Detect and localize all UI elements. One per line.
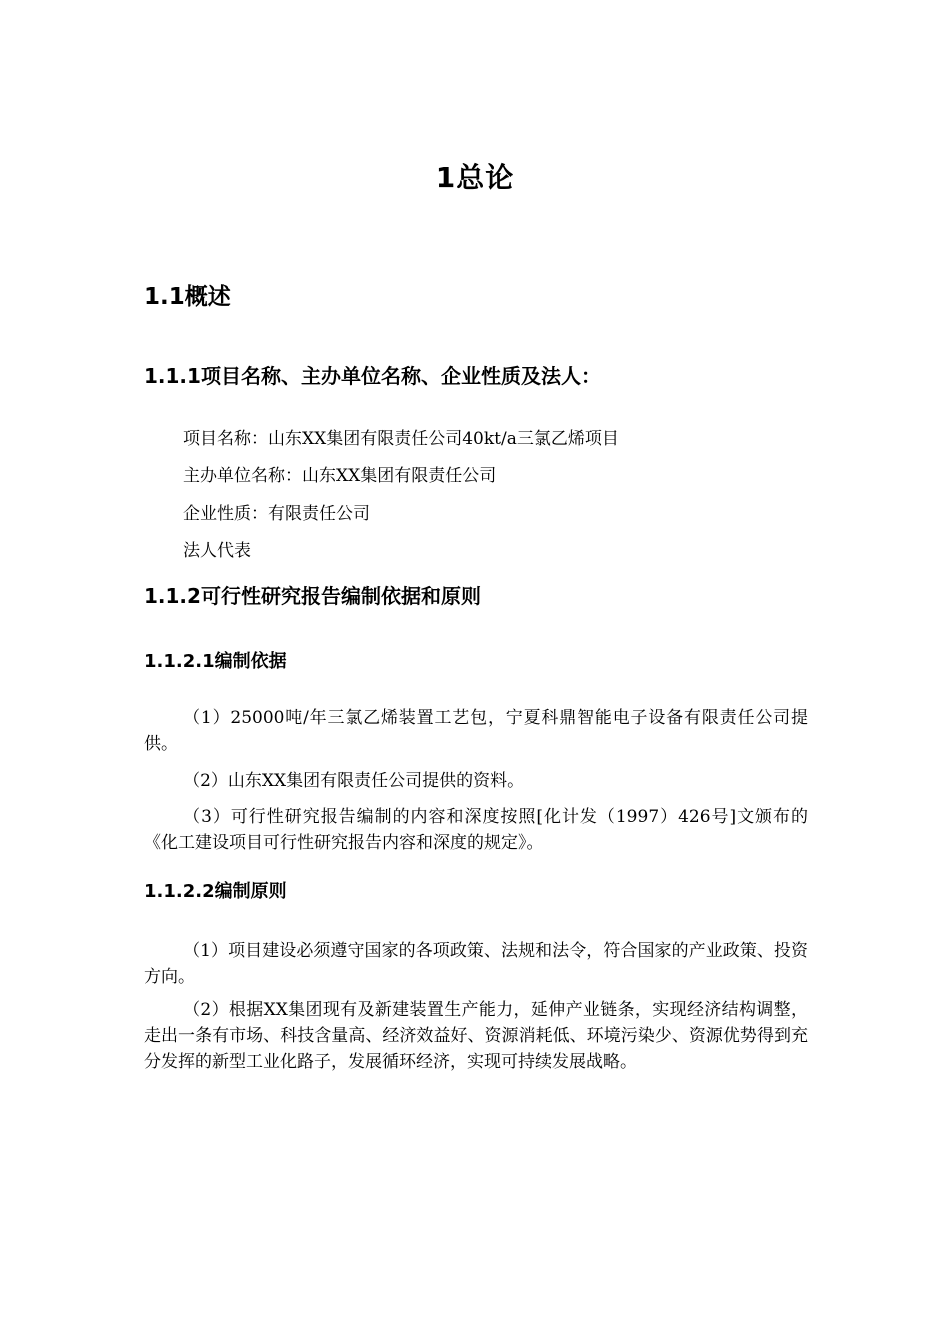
project-name-line: 项目名称：山东XX集团有限责任公司40kt/a三氯乙烯项目 <box>183 429 619 449</box>
principles-paragraph: （1）项目建设必须遵守国家的各项政策、法规和法令，符合国家的产业政策、投资方向。 <box>144 941 808 987</box>
basis-paragraph: （2）山东XX集团有限责任公司提供的资料。 <box>183 771 525 791</box>
sponsor-line: 主办单位名称：山东XX集团有限责任公司 <box>183 466 497 486</box>
subsection-heading-project-info: 1.1.1项目名称、主办单位名称、企业性质及法人： <box>144 364 601 388</box>
principles-heading: 1.1.2.2编制原则 <box>144 881 287 902</box>
subsection-heading-feasibility: 1.1.2可行性研究报告编制依据和原则 <box>144 584 481 608</box>
basis-paragraph: （1）25000吨/年三氯乙烯装置工艺包，宁夏科鼎智能电子设备有限责任公司提供。 <box>144 708 808 754</box>
principles-paragraph: （2）根据XX集团现有及新建装置生产能力，延伸产业链条，实现经济结构调整，走出一条有市场、科技含量高、经济效益好、资源消耗低、环境污染少、资源优势得到充分发挥的新型工业化路子，发展循环经济，实现可持续发展战略。 <box>144 1000 808 1072</box>
section-title: 1.1概述 <box>144 284 231 310</box>
legal-representative-line: 法人代表 <box>183 541 251 561</box>
enterprise-nature-line: 企业性质：有限责任公司 <box>183 504 370 524</box>
chapter-title: 1总论 <box>435 161 515 194</box>
basis-heading: 1.1.2.1编制依据 <box>144 651 287 672</box>
basis-paragraph: （3）可行性研究报告编制的内容和深度按照[化计发（1997）426号]文颁布的《化工建设项目可行性研究报告内容和深度的规定》。 <box>144 807 808 853</box>
